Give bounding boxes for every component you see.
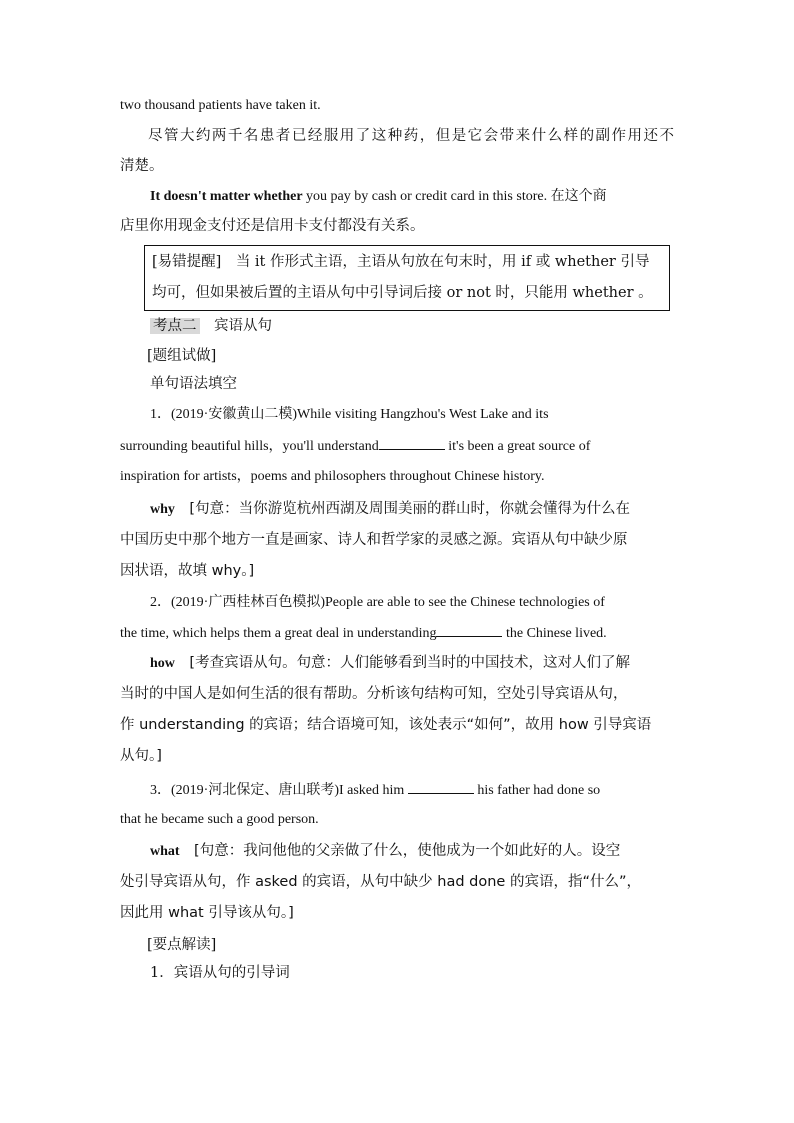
- answer-word: how: [150, 656, 175, 671]
- answer-3: [150, 841, 620, 862]
- example-sentence: [150, 187, 607, 207]
- q1-text: surrounding beautiful hills，you'll understand: [120, 439, 379, 454]
- question-1-line: [120, 436, 590, 457]
- bold-phrase: It doesn't matter whether: [150, 189, 303, 204]
- answer-2: [150, 653, 630, 674]
- explanation-line: 作 understanding 的宾语；结合语境可知，该处表示“如何”，故用 how 引导宾语: [120, 717, 652, 733]
- explanation-line: 中国历史中那个地方一直是画家、诗人和哲学家的灵感之源。宾语从句中缺少原: [120, 532, 628, 548]
- subheading: [题组试做]: [147, 348, 217, 364]
- answer-1: [150, 499, 630, 520]
- q1-text: it's been a great source of: [444, 439, 591, 454]
- tip-line: 均可，但如果被后置的主语从句中引导词后接 or not 时，只能用 whether 。: [152, 285, 653, 301]
- question-2: 2．(2019·广西桂林百色模拟)People are able to see the Chinese technologies of: [150, 595, 605, 610]
- question-1-line: inspiration for artists，poems and philosophers throughout Chinese history.: [120, 469, 545, 484]
- subheading: [要点解读]: [147, 937, 217, 953]
- q2-text: the Chinese lived.: [502, 626, 607, 641]
- answer-blank: [436, 623, 502, 637]
- section-title: 宾语从句: [214, 318, 272, 334]
- question-3: [150, 780, 600, 801]
- subheading: 单句语法填空: [150, 376, 237, 392]
- answer-word: why: [150, 502, 175, 517]
- sentence-rest: you pay by cash or credit card in this store. 在这个商: [302, 189, 607, 204]
- list-item: 1．宾语从句的引导词: [150, 965, 290, 981]
- explanation-line: 从句。]: [120, 748, 162, 764]
- question-1: 1．(2019·安徽黄山二模)While visiting Hangzhou's West Lake and its: [150, 407, 549, 422]
- explanation: [考查宾语从句。句意：人们能够看到当时的中国技术，这对人们了解: [174, 655, 631, 671]
- answer-blank: [379, 436, 445, 450]
- text-line: two thousand patients have taken it.: [120, 98, 321, 113]
- question-2-line: [120, 623, 607, 644]
- tip-line: [易错提醒] 当 it 作形式主语，主语从句放在句末时，用 if 或 whether 引导: [152, 254, 650, 270]
- explanation: [句意：我问他他的父亲做了什么，使他成为一个如此好的人。设空: [179, 843, 621, 859]
- explanation-line: 处引导宾语从句，作 asked 的宾语，从句中缺少 had done 的宾语，指“什么”，: [120, 874, 641, 890]
- q2-text: the time, which helps them a great deal in understanding: [120, 626, 437, 641]
- section-heading: [150, 316, 272, 336]
- explanation-line: 因状语，故填 why。]: [120, 563, 255, 579]
- question-3-line: that he became such a good person.: [120, 812, 319, 827]
- answer-word: what: [150, 844, 180, 859]
- q3-text: 3．(2019·河北保定、唐山联考)I asked him: [150, 783, 408, 798]
- explanation-line: 当时的中国人是如何生活的很有帮助。分析该句结构可知，空处引导宾语从句，: [120, 686, 628, 702]
- explanation: [句意：当你游览杭州西湖及周围美丽的群山时，你就会懂得为什么在: [174, 501, 631, 517]
- q3-text: his father had done so: [473, 783, 601, 798]
- text-line: 店里你用现金支付还是信用卡支付都没有关系。: [120, 218, 425, 234]
- section-label: 考点二: [150, 318, 200, 334]
- text-line: 清楚。: [120, 158, 164, 174]
- text-line: 尽管大约两千名患者已经服用了这种药，但是它会带来什么样的副作用还不: [148, 128, 674, 144]
- explanation-line: 因此用 what 引导该从句。]: [120, 905, 294, 921]
- answer-blank: [408, 780, 474, 794]
